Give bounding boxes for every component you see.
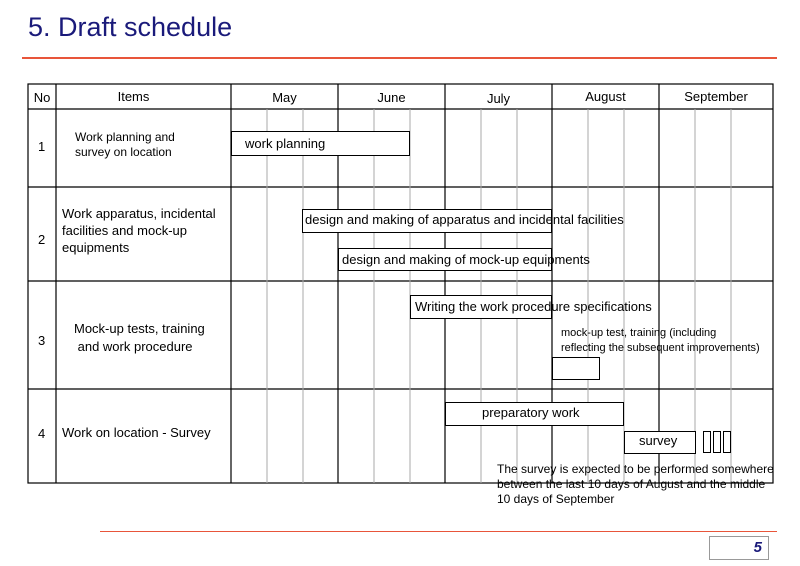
- row-item-label: equipments: [62, 240, 130, 255]
- header-month-september: September: [684, 89, 748, 104]
- row-item-label: facilities and mock-up: [62, 223, 187, 238]
- bar-label: design and making of mock-up equipments: [342, 252, 590, 267]
- bar-mockup-test: [552, 357, 600, 380]
- survey-note: between the last 10 days of August and the middle: [497, 477, 766, 491]
- row-item-label: Work planning and: [75, 130, 175, 144]
- survey-extension-box: [713, 431, 721, 453]
- row-number: 4: [38, 426, 46, 441]
- row-number: 3: [38, 333, 46, 348]
- bar-label: work planning: [245, 136, 326, 151]
- row-item-label: Work on location - Survey: [62, 425, 211, 440]
- header-month-august: August: [585, 89, 626, 104]
- bar-label: survey: [639, 433, 678, 448]
- row-item-label: survey on location: [75, 145, 172, 159]
- row-number: 2: [38, 232, 46, 247]
- survey-note: 10 days of September: [497, 492, 615, 506]
- footer-divider: [100, 531, 777, 532]
- survey-extension-box: [703, 431, 711, 453]
- header-items: Items: [117, 89, 150, 104]
- mockup-test-note: reflecting the subsequent improvements): [561, 342, 760, 354]
- row-item-label: Work apparatus, incidental: [62, 206, 216, 221]
- header-month-june: June: [377, 90, 406, 105]
- mockup-test-note: mock-up test, training (including: [561, 327, 717, 339]
- survey-extension-box: [723, 431, 731, 453]
- header-month-may: May: [272, 90, 297, 105]
- bar-label: design and making of apparatus and incidental facilities: [305, 212, 624, 227]
- row-number: 1: [38, 139, 46, 154]
- header-no: No: [33, 90, 51, 105]
- row-item-label: and work procedure: [74, 339, 193, 354]
- bar-label: preparatory work: [482, 405, 580, 420]
- header-month-july: July: [486, 91, 511, 106]
- page-title: 5. Draft schedule: [28, 12, 233, 42]
- page-number: 5: [709, 536, 769, 560]
- row-item-label: Mock-up tests, training: [74, 321, 205, 336]
- bar-label: Writing the work procedure specifications: [415, 299, 652, 314]
- survey-note: The survey is expected to be performed somewhere: [497, 462, 774, 476]
